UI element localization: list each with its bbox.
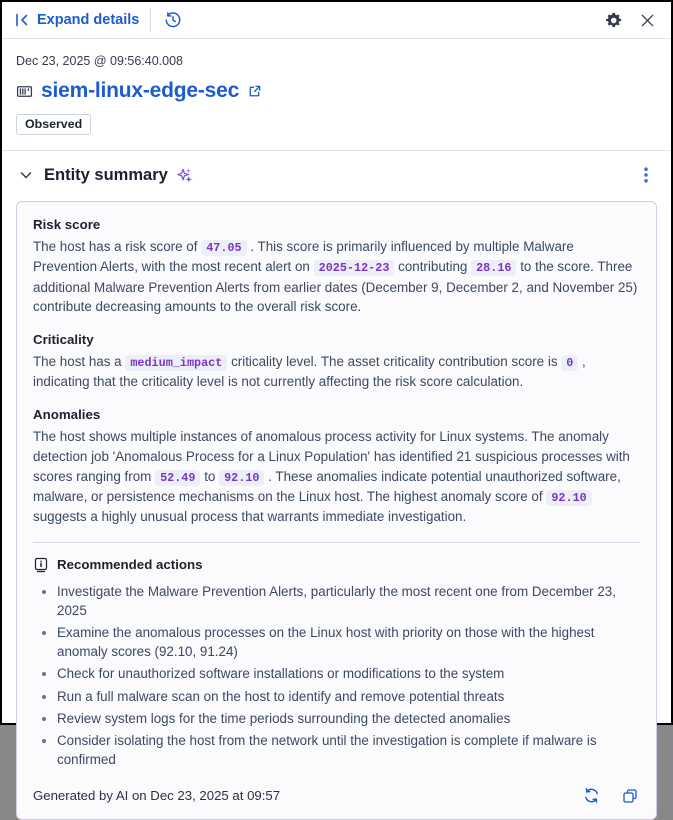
entity-name-link[interactable]: siem-linux-edge-sec — [41, 79, 240, 102]
summary-sections — [33, 217, 640, 527]
entity-timestamp: Dec 23, 2025 @ 09:56:40.008 — [16, 54, 183, 68]
inline-code-value: 0 — [561, 355, 578, 371]
host-icon — [16, 83, 33, 100]
generated-footer — [33, 785, 640, 806]
collapse-summary-button[interactable] — [16, 165, 36, 185]
summary-section-heading: Risk score — [33, 217, 101, 232]
copy-icon — [622, 788, 638, 804]
generated-by-ai-text: Generated by AI on Dec 23, 2025 at 09:57 — [33, 788, 281, 804]
recommended-action-item: • Check for unauthorized software installations or modifications to the system — [57, 664, 640, 683]
recommended-action-item: • Run a full malware scan on the host to identify and remove potential threats — [57, 687, 640, 706]
header-separator — [150, 8, 151, 32]
inline-code-value: 92.10 — [546, 490, 591, 506]
entity-summary-title: Entity summary — [44, 165, 168, 184]
inline-code-value: 28.16 — [471, 260, 516, 276]
copy-summary-button[interactable] — [620, 786, 640, 806]
regenerate-summary-button[interactable] — [581, 785, 602, 806]
entity-meta — [2, 39, 671, 135]
arrow-start-icon — [14, 12, 30, 28]
inline-code-value: medium_impact — [125, 355, 227, 371]
entity-summary-panel — [16, 201, 657, 820]
close-icon — [640, 13, 655, 28]
entity-summary-header — [2, 151, 671, 196]
recommended-actions-list — [33, 582, 640, 769]
summary-section-paragraph: The host has a risk score of 47.05 . This score is primarily influenced by multiple Malware Prevention Alerts, with the most recent alert on 2025-12-23 contributing 28.16 to the score. Three additional Malware Prevention Alerts from earlier dates (December 9, December 2, and November 25) contribute decreasing amounts to the overall risk score. — [33, 239, 638, 315]
inline-code-value: 47.05 — [201, 240, 246, 256]
chevron-down-icon — [18, 167, 34, 183]
recommended-actions-title: Recommended actions — [57, 557, 203, 573]
refresh-icon — [583, 787, 600, 804]
panel-divider — [33, 542, 640, 543]
history-button[interactable] — [162, 9, 184, 31]
recommendations-doc-icon — [33, 557, 49, 573]
summary-options-button[interactable] — [637, 164, 655, 186]
inline-code-value: 2025-12-23 — [314, 260, 395, 276]
recommended-action-item: • Examine the anomalous processes on the Linux host with priority on those with the highest anomaly scores (92.10, 91.24) — [57, 623, 640, 661]
kebab-menu-icon — [639, 166, 653, 184]
ai-sparkles-icon — [175, 166, 194, 185]
settings-button[interactable] — [603, 10, 624, 31]
open-entity-external-icon[interactable] — [247, 84, 262, 99]
recommended-action-item: • Investigate the Malware Prevention Alerts, particularly the most recent one from December 23, 2025 — [57, 582, 640, 620]
expand-details-label: Expand details — [37, 12, 140, 28]
inline-code-value: 92.10 — [219, 470, 264, 486]
clock-history-icon — [164, 11, 182, 29]
summary-section-paragraph: The host has a medium_impact criticality level. The asset criticality contribution score is 0 , indicating that the criticality level is not currently affecting the risk score calculation. — [33, 354, 586, 390]
summary-section-paragraph: The host shows multiple instances of anomalous process activity for Linux systems. The anomaly detection job 'Anomalous Process for a Linux Population' has identified 21 suspicious processes with scores ranging from 52.49 to 92.10 . These anomalies indicate potential unauthorized software, malware, or persistence mechanisms on the Linux host. The highest anomaly score of 92.10 suggests a highly unusual process that warrants immediate investigation. — [33, 429, 630, 525]
summary-section-heading: Criticality — [33, 332, 94, 348]
gear-icon — [605, 12, 622, 29]
flyout-header-bar — [2, 2, 671, 39]
observed-badge: Observed — [16, 114, 91, 135]
inline-code-value: 52.49 — [155, 470, 200, 486]
recommended-action-item: • Consider isolating the host from the network until the investigation is complete if malware is confirmed — [57, 731, 640, 769]
recommended-action-item: • Review system logs for the time periods surrounding the detected anomalies — [57, 709, 640, 728]
close-flyout-button[interactable] — [638, 11, 657, 30]
summary-section-heading: Anomalies — [33, 407, 101, 423]
recommended-actions-header — [33, 557, 640, 573]
expand-details-button[interactable] — [14, 12, 139, 28]
